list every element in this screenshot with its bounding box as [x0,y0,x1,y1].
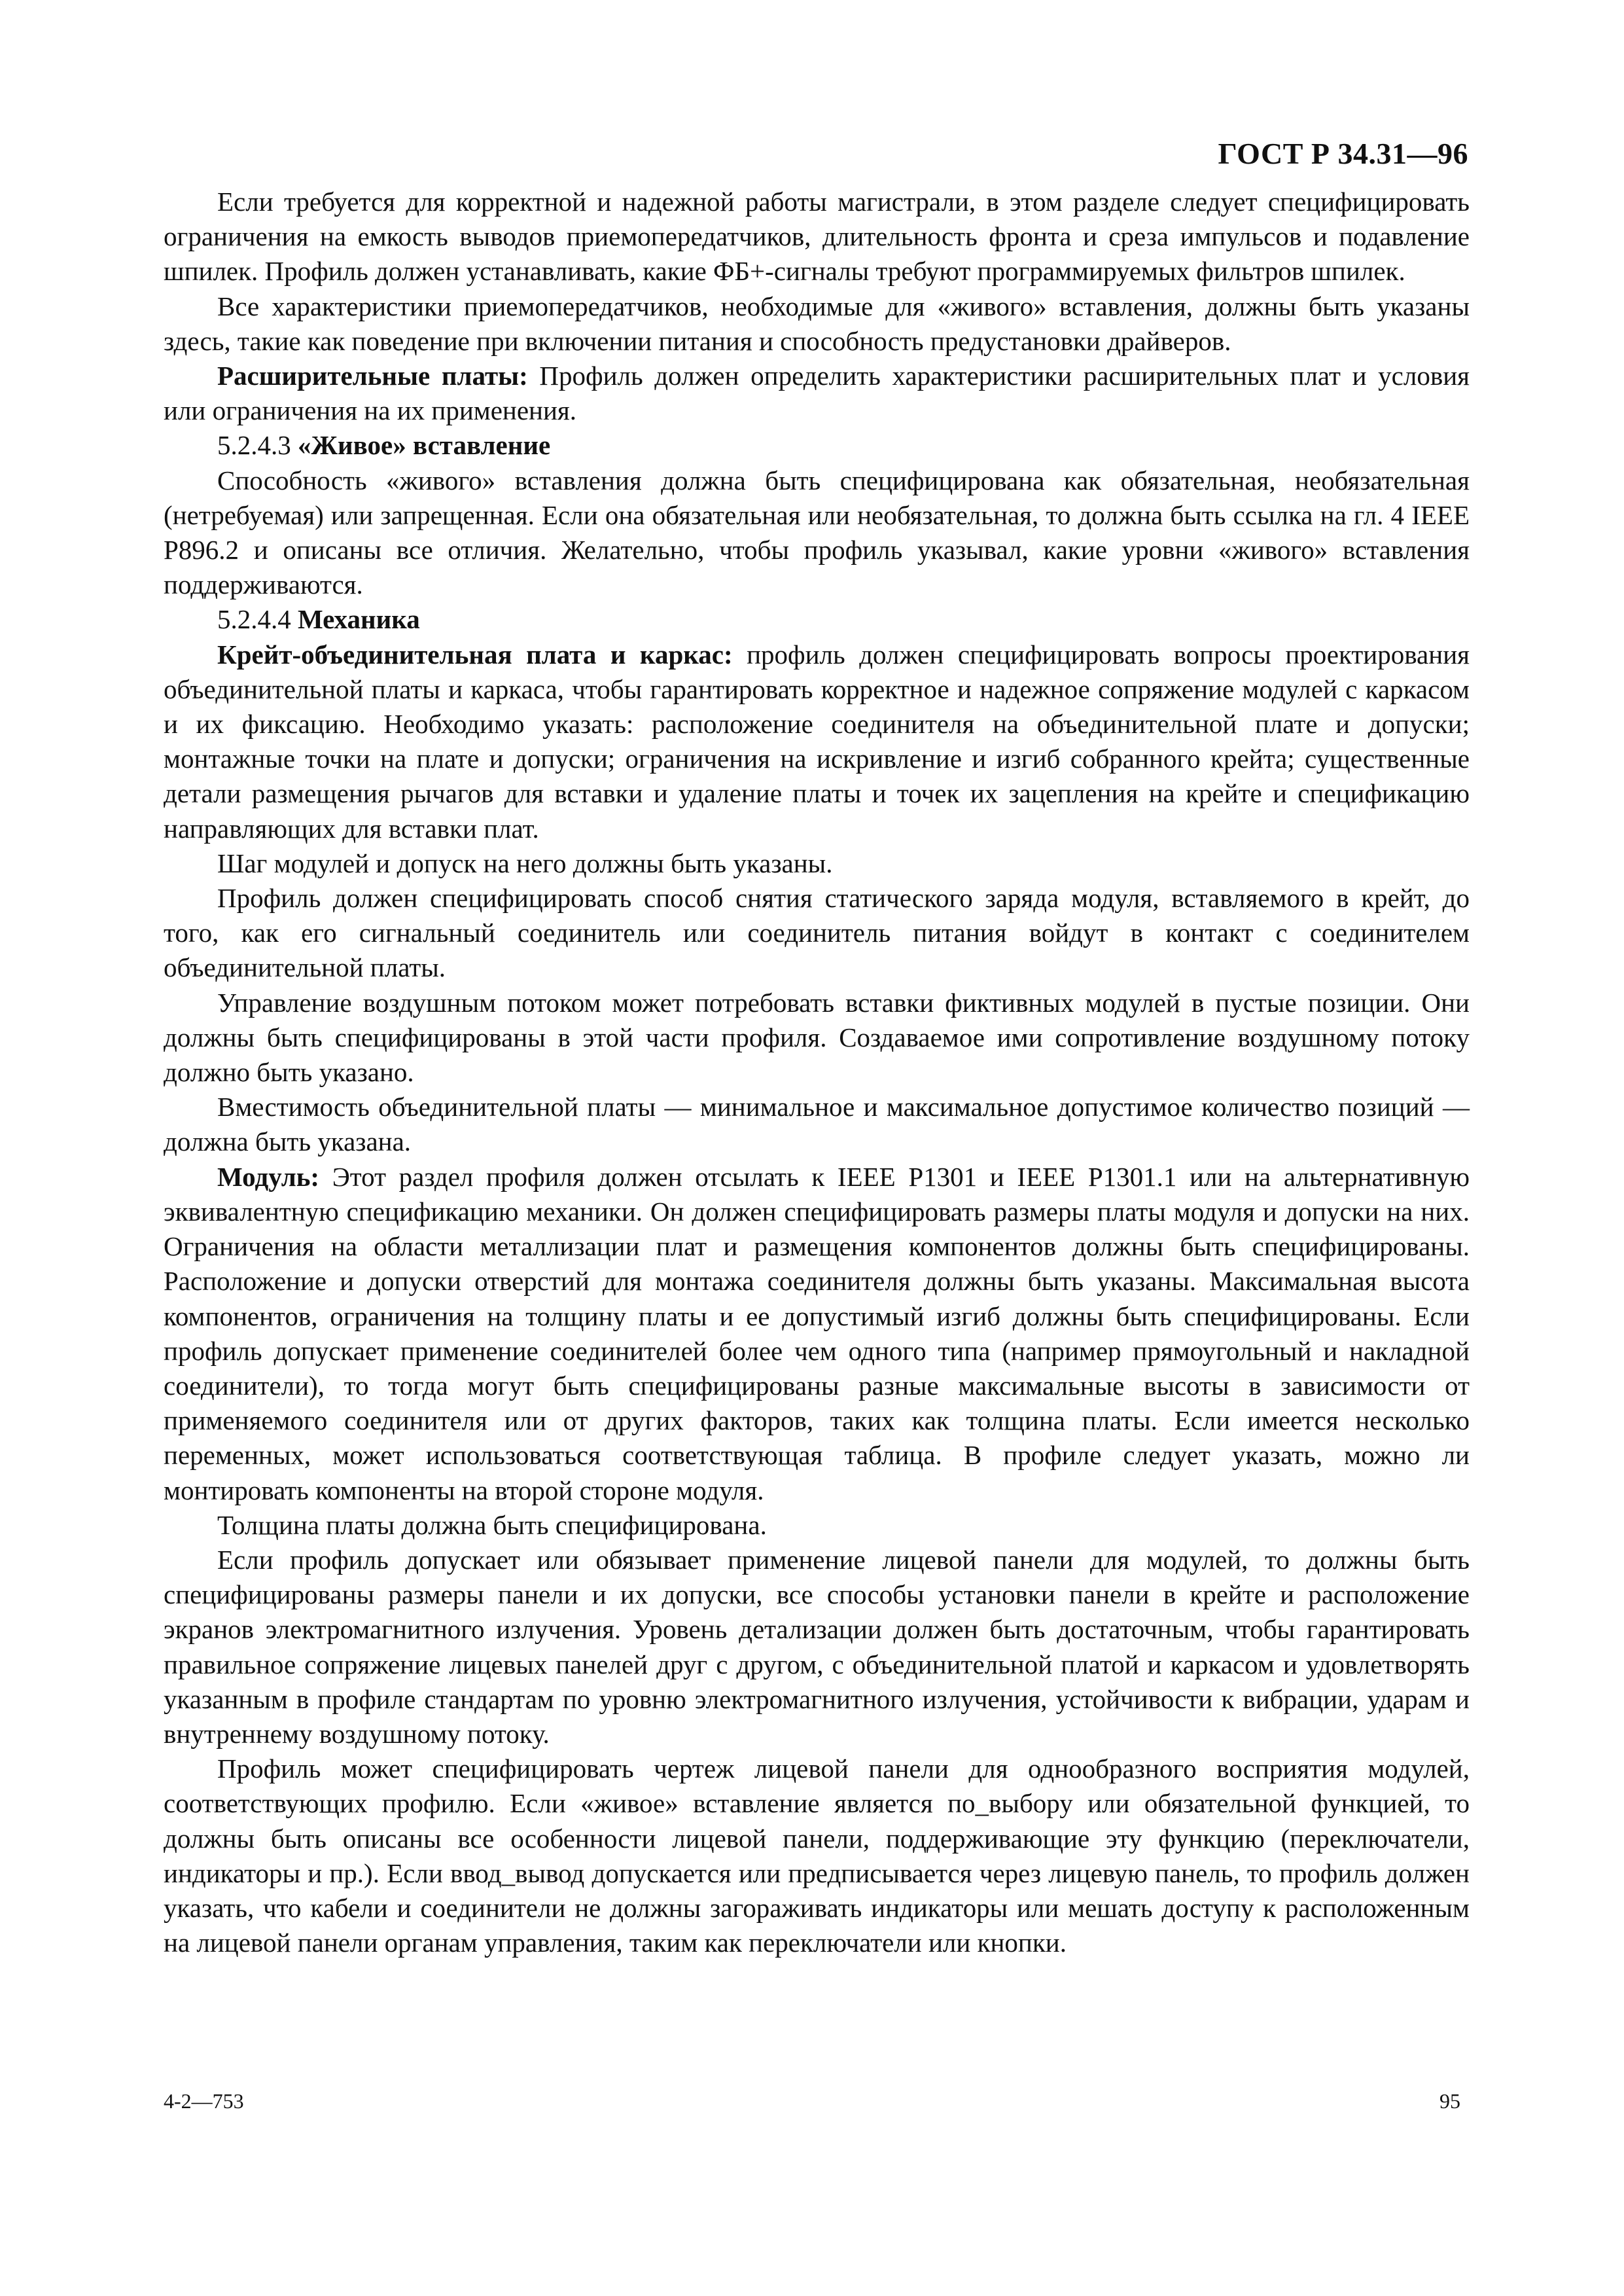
paragraph: Способность «живого» вставления должна быть специфицирована как обязательная, необязательная (нетребуемая) или запрещенная. Если она обязательная или необязательная, то должна быть ссылка на гл. 4 IEEE P896.2 и описаны все отличия. Желательно, чтобы профиль указывал, какие уровни «живого» вставления поддерживаются. [164,465,1470,600]
section-title: «Живое» вставление [298,430,551,461]
paragraph: Профиль должен специфицировать способ снятия статического заряда модуля, вставляемого в крейт, до того, как его сигнальный соединитель или соединитель питания войдут в контакт с соединителем объединительной платы. [164,883,1470,983]
paragraph: Управление воздушным потоком может потребовать вставки фиктивных модулей в пустые позиции. Они должны быть специфицированы в этой части профиля. Создаваемое ими сопротивление воздушному потоку должно быть указано. [164,987,1470,1088]
paragraph: Расширительные платы: Профиль должен определить характеристики расширительных плат и условия или ограничения на их применения. [164,361,1470,426]
paragraph: Если требуется для корректной и надежной работы магистрали, в этом разделе следует специфицировать ограничения на емкость выводов приемопередатчиков, длительность фронта и среза импульсов и подавление шпилек. Профиль должен устанавливать, какие ФБ+-сигналы требуют программируемых фильтров шпилек. [164,187,1470,287]
paragraph: Профиль может специфицировать чертеж лицевой панели для однообразного восприятия модулей, соответствующих профилю. Если «живое» вставление является по_выбору или обязательной функцией, то должны быть описаны все особенности лицевой панели, поддерживающие эту функцию (переключатели, индикаторы и пр.). Если ввод_вывод допускается или предписывается через лицевую панель, то профиль должен указать, что кабели и соединители не должны загораживать индикаторы или мешать доступу к расположенным на лицевой панели органам управления, таким как переключатели или кнопки. [164,1753,1470,1958]
paragraph: Шаг модулей и допуск на него должны быть указаны. [217,848,833,878]
paragraph: Толщина платы должна быть специфицирована. [217,1509,767,1540]
section-heading [164,428,1470,463]
section-number: 5.2.4.4 [217,604,298,635]
paragraph: Все характеристики приемопередатчиков, необходимые для «живого» вставления, должны быть указаны здесь, такие как поведение при включении питания и способность предустановки драйверов. [164,291,1470,356]
page-header: ГОСТ Р 34.31—96 [1218,137,1468,170]
paragraph: Крейт-объединительная плата и каркас: профиль должен специфицировать вопросы проектирования объединительной платы и каркаса, чтобы гарантировать корректное и надежное сопряжение модулей с каркасом и их фиксацию. Необходимо указать: расположение соединителя на объединительной плате и допуски; монтажные точки на плате и допуски; ограничения на искривление и изгиб собранного крейта; существенные детали размещения рычагов для вставки и удаление платы и точек их зацепления на крейте и спецификацию направляющих для вставки плат. [164,639,1470,844]
paragraph-lead: Крейт-объединительная плата и каркас: [217,639,733,670]
section-heading [164,602,1470,637]
paragraph-lead: Расширительные платы: [217,361,528,391]
paragraph-lead: Модуль: [217,1161,320,1192]
section-number: 5.2.4.3 [217,430,298,461]
section-title: Механика [298,604,420,635]
paragraph: Модуль: Этот раздел профиля должен отсылать к IEEE P1301 и IEEE P1301.1 или на альтернативную эквивалентную спецификацию механики. Он должен специфицировать размеры платы модуля и допуски на них. Ограничения на области металлизации плат и размещения компонентов должны быть специфицированы. Расположение и допуски отверстий для монтажа соединителя должны быть указаны. Максимальная высота компонентов, ограничения на толщину платы и ее допустимый изгиб должны быть специфицированы. Если профиль допускает применение соединителей более чем одного типа (например прямоугольный и накладной соединители), то тогда могут быть специфицированы разные максимальные высоты в зависимости от применяемого соединителя или от других факторов, таких как толщина платы. Если имеется несколько переменных, может использоваться соответствующая таблица. В профиле следует указать, можно ли монтировать компоненты на второй стороне модуля. [164,1161,1470,1505]
page-body [164,185,1470,1960]
paragraph: Вместимость объединительной платы — минимальное и максимальное допустимое количество позиций — должна быть указана. [164,1092,1470,1157]
page-number: 95 [1439,2089,1460,2113]
footer-code: 4-2—753 [164,2089,244,2113]
paragraph: Если профиль допускает или обязывает применение лицевой панели для модулей, то должны быть специфицированы размеры панели и их допуски, все способы установки панели в крейте и расположение экранов электромагнитного излучения. Уровень детализации должен быть достаточным, чтобы гарантировать правильное сопряжение лицевых панелей друг с другом, с объединительной платой и каркасом и удовлетворять указанным в профиле стандартам по уровню электромагнитного излучения, устойчивости к вибрации, ударам и внутреннему воздушному потоку. [164,1544,1470,1749]
